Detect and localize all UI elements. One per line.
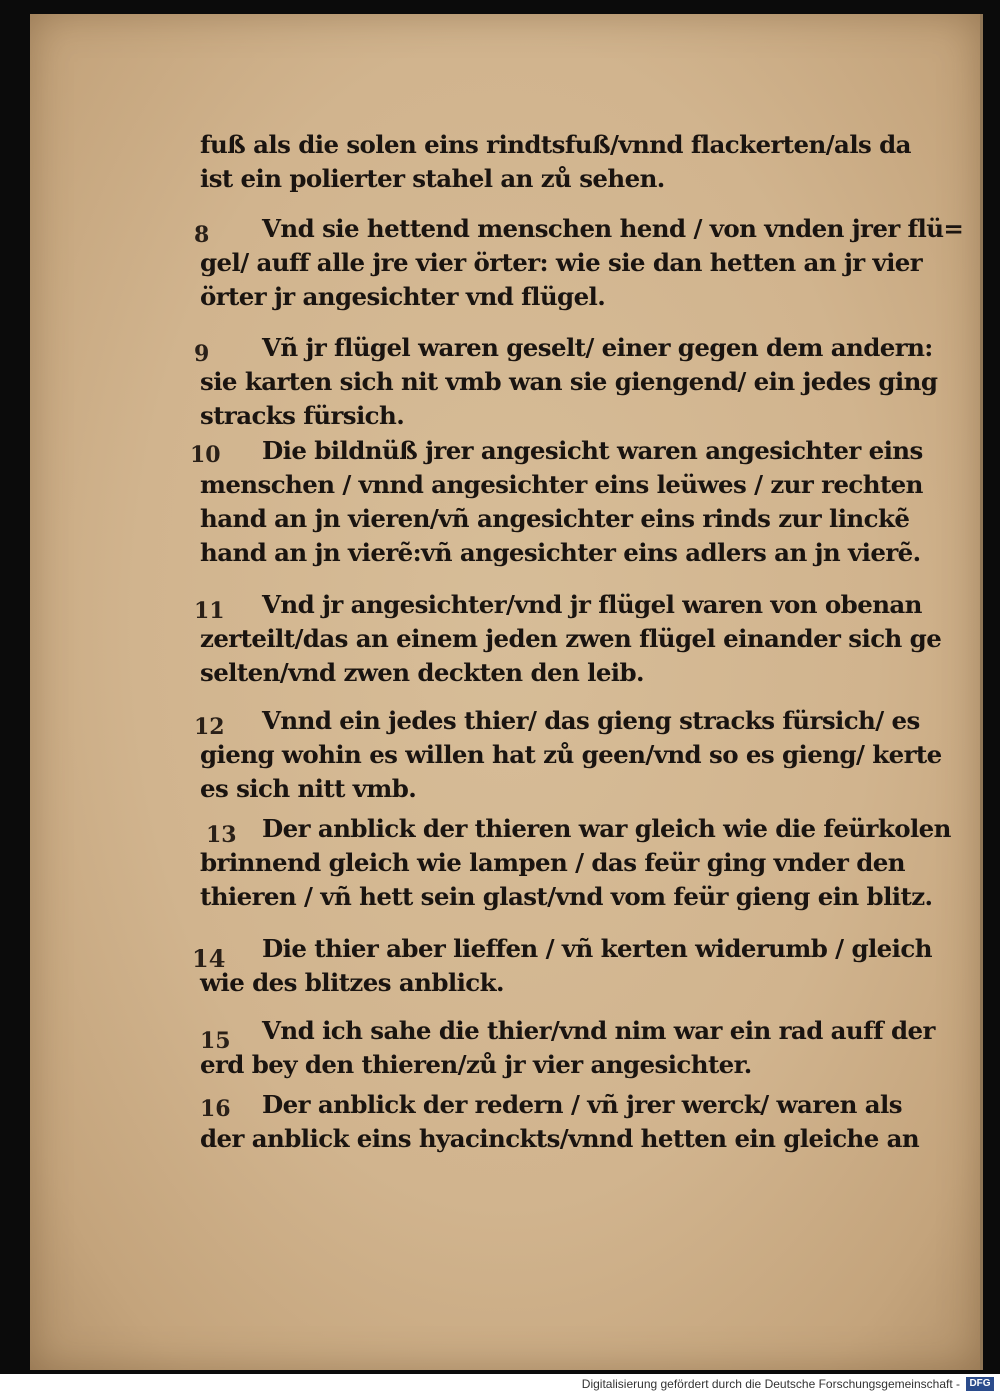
verse-continuation (200, 128, 920, 196)
verse-number: 10 (190, 442, 221, 468)
text-line: brinnend gleich wie lampen / das feür ging vnder den (200, 848, 905, 877)
text-line: Die thier aber lieffen / vñ kerten widerumb / gleich (262, 934, 932, 963)
verse-15 (200, 1014, 935, 1082)
text-line: menschen / vnnd angesichter eins leüwes / zur rechten (200, 470, 923, 499)
text-line: Die bildnüß jrer angesicht waren angesichter eins (262, 436, 923, 465)
text-line: wie des blitzes anblick. (200, 968, 504, 997)
text-line: Vnd ich sahe die thier/vnd nim war ein rad auff der (262, 1016, 935, 1045)
verse-14 (192, 932, 932, 1000)
text-line: Der anblick der redern / vñ jrer werck/ waren als (262, 1090, 902, 1119)
text-line: erd bey den thieren/zů jr vier angesichter. (200, 1050, 752, 1079)
verse-number: 11 (194, 598, 225, 624)
text-line: thieren / vñ hett sein glast/vnd vom feür gieng ein blitz. (200, 882, 933, 911)
text-line: sie karten sich nit vmb wan sie giengend/ ein jedes ging (200, 367, 938, 396)
text-line: der anblick eins hyacinckts/vnnd hetten ein gleiche an (200, 1124, 920, 1153)
text-line: es sich nitt vmb. (200, 774, 417, 803)
funding-notice: Digitalisierung gefördert durch die Deutsche Forschungsgemeinschaft - (581, 1377, 960, 1391)
verse-number: 15 (200, 1028, 231, 1054)
footer-bar (0, 1374, 1000, 1395)
verse-12 (194, 704, 942, 806)
text-line: stracks fürsich. (200, 401, 405, 430)
text-line: fuß als die solen eins rindtsfuß/vnnd flackerten/als da (200, 130, 911, 159)
text-line: Vñ jr flügel waren geselt/ einer gegen dem andern: (262, 333, 933, 362)
text-line: örter jr angesichter vnd flügel. (200, 282, 606, 311)
verse-10 (190, 434, 923, 570)
text-line: Vnd jr angesichter/vnd jr flügel waren von obenan (262, 590, 922, 619)
text-line: Vnd sie hettend menschen hend / von vnden jrer flü= (262, 214, 964, 243)
verse-number: 12 (194, 714, 225, 740)
verse-11 (194, 588, 942, 690)
verse-9 (194, 331, 938, 433)
text-line: selten/vnd zwen deckten den leib. (200, 658, 644, 687)
verse-16 (200, 1088, 920, 1156)
verse-8 (194, 212, 964, 314)
text-line: Der anblick der thieren war gleich wie die feürkolen (262, 814, 951, 843)
text-line: gel/ auff alle jre vier örter: wie sie dan hetten an jr vier (200, 248, 923, 277)
dfg-logo-icon: DFG (966, 1377, 994, 1391)
verse-number: 13 (206, 822, 237, 848)
text-line: Vnnd ein jedes thier/ das gieng stracks fürsich/ es (262, 706, 920, 735)
verse-number: 14 (192, 944, 226, 973)
text-line: hand an jn vierẽ:vñ angesichter eins adlers an jn vierẽ. (200, 538, 921, 567)
verse-number: 8 (194, 222, 210, 248)
text-line: gieng wohin es willen hat zů geen/vnd so es gieng/ kerte (200, 740, 942, 769)
text-line: hand an jn vieren/vñ angesichter eins rinds zur linckẽ (200, 504, 910, 533)
verse-13 (200, 812, 951, 914)
verse-number: 16 (200, 1096, 231, 1122)
text-line: ist ein polierter stahel an zů sehen. (200, 164, 665, 193)
text-line: zerteilt/das an einem jeden zwen flügel einander sich ge (200, 624, 942, 653)
verse-number: 9 (194, 341, 210, 367)
